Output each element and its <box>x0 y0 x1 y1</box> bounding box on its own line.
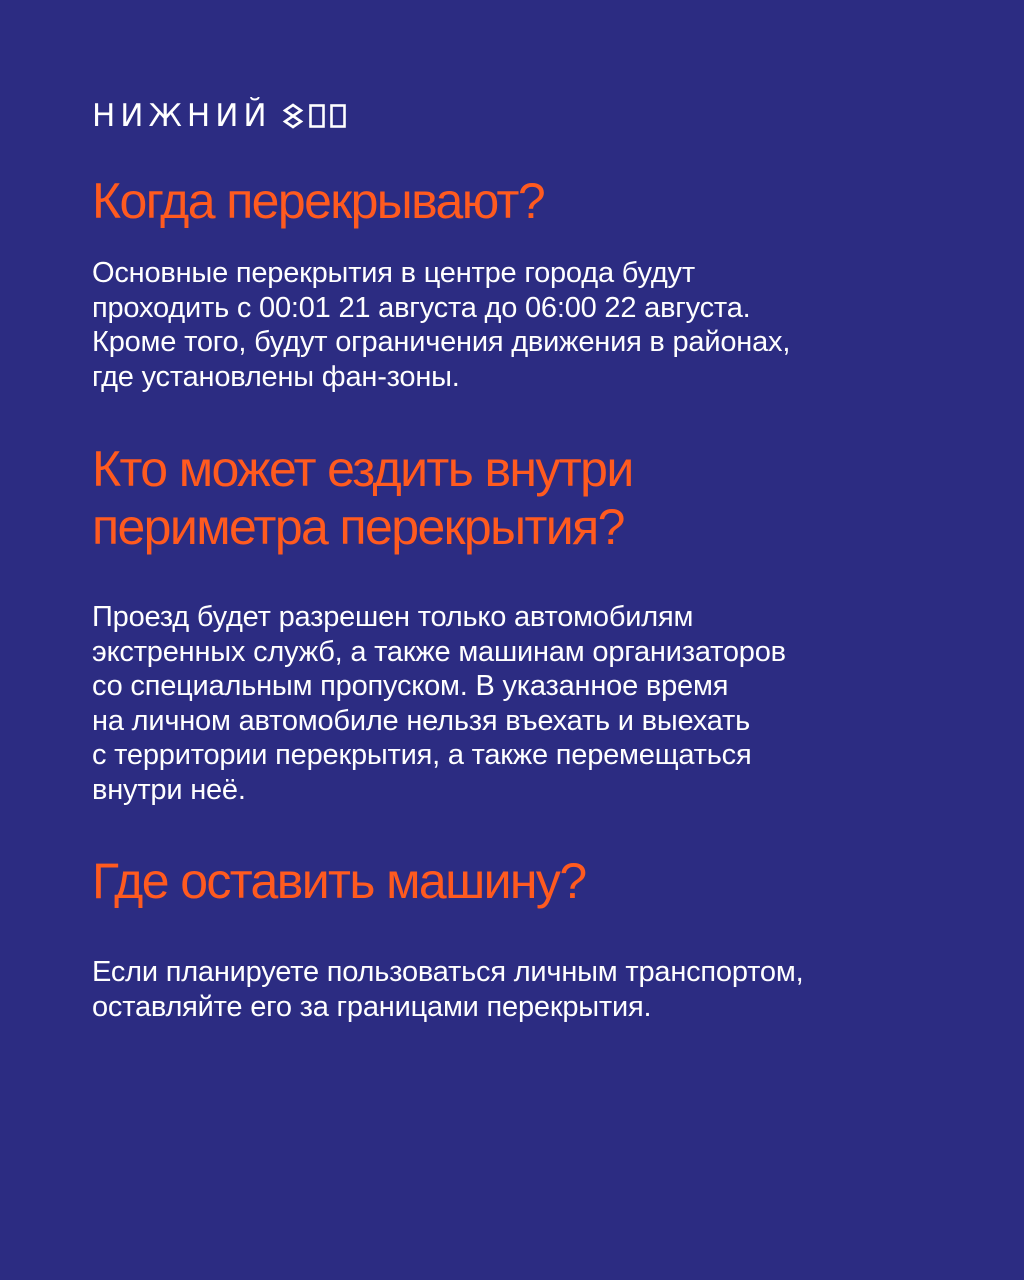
section-when-text <box>92 256 954 394</box>
section-who-text <box>92 600 954 807</box>
digit-eight-icon <box>282 103 304 129</box>
brand-logo <box>92 96 346 136</box>
section-when-heading <box>92 172 954 230</box>
digit-zero-icon <box>309 104 325 128</box>
brand-number-logo <box>282 103 346 129</box>
paragraph-who-can-drive: Проезд будет разрешен только автомобилям экстренных служб, а также машинам организаторов со специальным пропуском. В указанное время на личном автомобиле нельзя въехать и выехать с территории перекрытия, а также перемещаться внутри неё. <box>92 601 786 806</box>
heading-where-to-park: Где оставить машину? <box>92 853 586 909</box>
section-where-heading <box>92 852 954 910</box>
heading-when-closed: Когда перекрывают? <box>92 173 545 229</box>
paragraph-when-closed: Основные перекрытия в центре города будут проходить с 00:01 21 августа до 06:00 22 августа. Кроме того, будут ограничения движения в районах, где установлены фан-зоны. <box>92 257 791 393</box>
digit-zero-icon <box>330 104 346 128</box>
section-who-heading <box>92 440 954 556</box>
heading-who-can-drive: Кто может ездить внутри периметра перекрытия? <box>92 441 633 555</box>
brand-word: НИЖНИЙ <box>92 98 272 134</box>
section-where-text <box>92 955 954 1024</box>
paragraph-where-to-park: Если планируете пользоваться личным транспортом, оставляйте его за границами перекрытия. <box>92 956 804 1023</box>
